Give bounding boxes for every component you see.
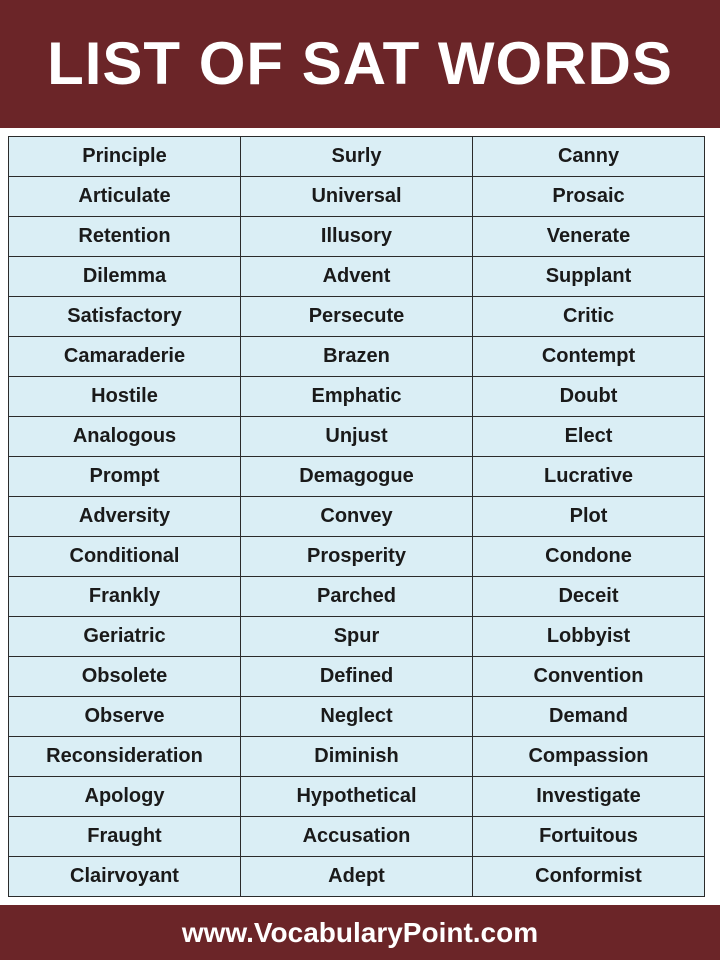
- word-cell: Conditional: [9, 537, 241, 577]
- word-cell: Investigate: [473, 777, 705, 817]
- table-row: [9, 377, 705, 417]
- word-cell: Plot: [473, 497, 705, 537]
- word-cell: Apology: [9, 777, 241, 817]
- word-cell: Surly: [241, 137, 473, 177]
- word-cell: Reconsideration: [9, 737, 241, 777]
- word-cell: Adept: [241, 857, 473, 897]
- header-banner: [0, 0, 720, 128]
- word-cell: Venerate: [473, 217, 705, 257]
- word-cell: Elect: [473, 417, 705, 457]
- word-cell: Contempt: [473, 337, 705, 377]
- word-cell: Condone: [473, 537, 705, 577]
- table-row: [9, 337, 705, 377]
- table-row: [9, 177, 705, 217]
- word-cell: Emphatic: [241, 377, 473, 417]
- word-cell: Doubt: [473, 377, 705, 417]
- word-cell: Brazen: [241, 337, 473, 377]
- word-cell: Adversity: [9, 497, 241, 537]
- word-cell: Prosperity: [241, 537, 473, 577]
- word-cell: Lucrative: [473, 457, 705, 497]
- word-cell: Fortuitous: [473, 817, 705, 857]
- word-cell: Universal: [241, 177, 473, 217]
- word-cell: Illusory: [241, 217, 473, 257]
- word-cell: Lobbyist: [473, 617, 705, 657]
- word-cell: Camaraderie: [9, 337, 241, 377]
- table-row: [9, 417, 705, 457]
- word-cell: Retention: [9, 217, 241, 257]
- word-cell: Demand: [473, 697, 705, 737]
- word-cell: Frankly: [9, 577, 241, 617]
- table-row: [9, 297, 705, 337]
- table-row: [9, 657, 705, 697]
- word-cell: Prosaic: [473, 177, 705, 217]
- site-url[interactable]: www.VocabularyPoint.com: [181, 916, 539, 948]
- word-cell: Compassion: [473, 737, 705, 777]
- table-row: [9, 817, 705, 857]
- word-cell: Neglect: [241, 697, 473, 737]
- footer-banner: [0, 905, 720, 960]
- word-cell: Hostile: [9, 377, 241, 417]
- word-cell: Analogous: [9, 417, 241, 457]
- word-table-container: [8, 136, 705, 897]
- table-row: [9, 497, 705, 537]
- word-cell: Articulate: [9, 177, 241, 217]
- word-cell: Deceit: [473, 577, 705, 617]
- table-row: [9, 857, 705, 897]
- table-row: [9, 217, 705, 257]
- word-cell: Spur: [241, 617, 473, 657]
- word-cell: Principle: [9, 137, 241, 177]
- word-cell: Convention: [473, 657, 705, 697]
- table-row: [9, 537, 705, 577]
- word-table: [8, 136, 705, 897]
- word-cell: Geriatric: [9, 617, 241, 657]
- word-cell: Dilemma: [9, 257, 241, 297]
- table-row: [9, 617, 705, 657]
- word-cell: Persecute: [241, 297, 473, 337]
- table-row: [9, 697, 705, 737]
- word-cell: Conformist: [473, 857, 705, 897]
- word-cell: Critic: [473, 297, 705, 337]
- word-cell: Satisfactory: [9, 297, 241, 337]
- table-row: [9, 457, 705, 497]
- word-cell: Observe: [9, 697, 241, 737]
- word-cell: Supplant: [473, 257, 705, 297]
- table-row: [9, 577, 705, 617]
- table-row: [9, 137, 705, 177]
- word-cell: Diminish: [241, 737, 473, 777]
- table-row: [9, 737, 705, 777]
- word-cell: Demagogue: [241, 457, 473, 497]
- word-cell: Convey: [241, 497, 473, 537]
- page-title: LIST OF SAT WORDS: [47, 30, 673, 97]
- word-cell: Clairvoyant: [9, 857, 241, 897]
- word-cell: Unjust: [241, 417, 473, 457]
- word-cell: Parched: [241, 577, 473, 617]
- word-cell: Obsolete: [9, 657, 241, 697]
- table-row: [9, 777, 705, 817]
- word-cell: Canny: [473, 137, 705, 177]
- word-cell: Defined: [241, 657, 473, 697]
- word-cell: Hypothetical: [241, 777, 473, 817]
- word-cell: Fraught: [9, 817, 241, 857]
- word-cell: Accusation: [241, 817, 473, 857]
- word-cell: Prompt: [9, 457, 241, 497]
- word-table-body: [9, 137, 705, 897]
- word-cell: Advent: [241, 257, 473, 297]
- table-row: [9, 257, 705, 297]
